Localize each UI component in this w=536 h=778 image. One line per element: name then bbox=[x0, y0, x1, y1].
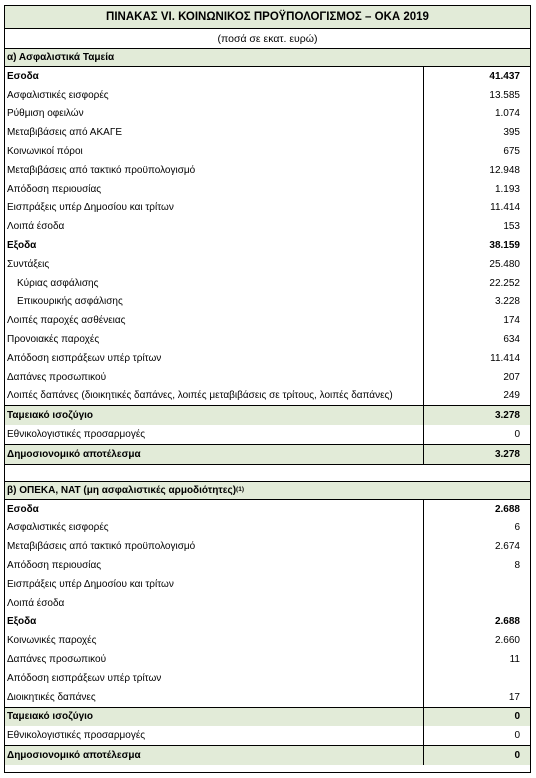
row-value: 2.688 bbox=[494, 503, 520, 515]
row-label: Εισπράξεις υπέρ Δημοσίου και τρίτων bbox=[5, 575, 424, 594]
row-label: Δημοσιονομικό αποτέλεσμα bbox=[5, 746, 424, 765]
row-value: 675 bbox=[503, 146, 520, 158]
table-row bbox=[5, 255, 530, 274]
row-label: Δαπάνες προσωπικού bbox=[5, 368, 424, 387]
row-label: Διοικητικές δαπάνες bbox=[5, 688, 424, 707]
row-label: Ρύθμιση οφειλών bbox=[5, 105, 424, 124]
row-value: 38.159 bbox=[489, 240, 520, 252]
row-value: 22.252 bbox=[489, 277, 520, 289]
row-value: 3.228 bbox=[494, 296, 520, 308]
row-value: 13.585 bbox=[489, 89, 520, 101]
table-row bbox=[5, 330, 530, 349]
row-label: Εισπράξεις υπέρ Δημοσίου και τρίτων bbox=[5, 199, 424, 218]
row-label: Εσοδα bbox=[5, 500, 424, 519]
row-value: 3.278 bbox=[494, 448, 520, 460]
row-value: 2.688 bbox=[494, 616, 520, 628]
row-value: 0 bbox=[514, 730, 520, 742]
row-label: Προνοιακές παροχές bbox=[5, 330, 424, 349]
table-row bbox=[5, 745, 530, 765]
row-label: Ταμειακό ισοζύγιο bbox=[5, 708, 424, 727]
row-label: Απόδοση περιουσίας bbox=[5, 556, 424, 575]
table-row bbox=[5, 236, 530, 255]
table-subtitle: (ποσά σε εκατ. ευρώ) bbox=[5, 29, 530, 49]
table-row bbox=[5, 217, 530, 236]
row-label: Ασφαλιστικές εισφορές bbox=[5, 86, 424, 105]
table-row bbox=[5, 161, 530, 180]
row-value: 17 bbox=[508, 691, 520, 703]
row-value: 2.674 bbox=[494, 541, 520, 553]
row-label: Κοινωνικές παροχές bbox=[5, 631, 424, 650]
row-value: 2.660 bbox=[494, 635, 520, 647]
row-label: Δημοσιονομικό αποτέλεσμα bbox=[5, 445, 424, 464]
row-label: Λοιπά έσοδα bbox=[5, 217, 424, 236]
section-spacer bbox=[5, 465, 530, 482]
row-value: 1.074 bbox=[494, 108, 520, 120]
row-value: 6 bbox=[514, 522, 520, 534]
row-label: Απόδοση περιουσίας bbox=[5, 180, 424, 199]
row-label: Μεταβιβάσεις από τακτικό προϋπολογισμό bbox=[5, 537, 424, 556]
row-label: Λοιπές δαπάνες (διοικητικές δαπάνες, λοιπές μεταβιβάσεις σε τρίτους, λοιπές δαπάνες) bbox=[5, 387, 424, 406]
table-row bbox=[5, 142, 530, 161]
table-row bbox=[5, 650, 530, 669]
table-row bbox=[5, 594, 530, 613]
table-row bbox=[5, 537, 530, 556]
row-value: 11.414 bbox=[490, 352, 520, 364]
row-label: Απόδοση εισπράξεων υπέρ τρίτων bbox=[5, 349, 424, 368]
table-row bbox=[5, 293, 530, 312]
table-row bbox=[5, 575, 530, 594]
row-label: Συντάξεις bbox=[5, 255, 424, 274]
row-value: 395 bbox=[503, 127, 520, 139]
table-row bbox=[5, 519, 530, 538]
row-value: 11.414 bbox=[490, 202, 520, 214]
table-row bbox=[5, 105, 530, 124]
row-label: Απόδοση εισπράξεων υπέρ τρίτων bbox=[5, 669, 424, 688]
row-label: Κοινωνικοί πόροι bbox=[5, 142, 424, 161]
table-row bbox=[5, 425, 530, 444]
table-row bbox=[5, 669, 530, 688]
row-value: 249 bbox=[503, 390, 520, 402]
row-value: 0 bbox=[514, 429, 520, 441]
table-row bbox=[5, 556, 530, 575]
table-row bbox=[5, 631, 530, 650]
table-row bbox=[5, 444, 530, 465]
row-label: Εσοδα bbox=[5, 67, 424, 86]
row-label: Μεταβιβάσεις από τακτικό προϋπολογισμό bbox=[5, 161, 424, 180]
row-value: 25.480 bbox=[489, 258, 520, 270]
section-a-body bbox=[5, 67, 530, 465]
table-row bbox=[5, 123, 530, 142]
table-row bbox=[5, 349, 530, 368]
social-budget-table bbox=[4, 5, 531, 773]
row-value: 1.193 bbox=[494, 183, 520, 195]
row-label: Εξοδα bbox=[5, 613, 424, 632]
table-row bbox=[5, 688, 530, 707]
row-value: 8 bbox=[514, 560, 520, 572]
table-row bbox=[5, 311, 530, 330]
section-b-title: β) ΟΠΕΚΑ, ΝΑΤ (μη ασφαλιστικές αρμοδιότητες) bbox=[7, 484, 237, 496]
section-b-heading bbox=[5, 482, 530, 500]
row-label: Ασφαλιστικές εισφορές bbox=[5, 519, 424, 538]
row-value: 41.437 bbox=[489, 70, 520, 82]
row-value bbox=[424, 575, 530, 594]
table-row bbox=[5, 726, 530, 745]
row-value: 11 bbox=[509, 654, 520, 665]
row-value: 174 bbox=[503, 315, 520, 327]
row-label: Εξοδα bbox=[5, 236, 424, 255]
row-value: 207 bbox=[503, 371, 520, 383]
row-label: Επικουρικής ασφάλισης bbox=[5, 293, 424, 312]
table-row bbox=[5, 67, 530, 86]
row-label: Εθνικολογιστικές προσαρμογές bbox=[5, 726, 424, 745]
row-label: Λοιπά έσοδα bbox=[5, 594, 424, 613]
table-row bbox=[5, 500, 530, 519]
row-value: 0 bbox=[514, 711, 520, 723]
table-row bbox=[5, 86, 530, 105]
table-row bbox=[5, 387, 530, 406]
table-row bbox=[5, 274, 530, 293]
table-row bbox=[5, 613, 530, 632]
table-row bbox=[5, 405, 530, 425]
row-label: Εθνικολογιστικές προσαρμογές bbox=[5, 425, 424, 444]
row-value: 0 bbox=[514, 749, 520, 761]
row-label: Λοιπές παροχές ασθένειας bbox=[5, 311, 424, 330]
row-label: Κύριας ασφάλισης bbox=[5, 274, 424, 293]
row-label: Δαπάνες προσωπικού bbox=[5, 650, 424, 669]
table-row bbox=[5, 180, 530, 199]
footnote-mark: (1) bbox=[236, 485, 244, 493]
row-label: Μεταβιβάσεις από ΑΚΑΓΕ bbox=[5, 123, 424, 142]
row-value: 153 bbox=[503, 221, 520, 233]
section-a-heading: α) Ασφαλιστικά Ταμεία bbox=[5, 49, 530, 67]
section-b-body bbox=[5, 500, 530, 765]
row-value: 3.278 bbox=[494, 410, 520, 422]
row-value: 12.948 bbox=[489, 164, 520, 176]
table-row bbox=[5, 707, 530, 727]
table-title: ΠΙΝΑΚΑΣ VI. ΚΟΙΝΩΝΙΚΟΣ ΠΡΟΫΠΟΛΟΓΙΣΜΟΣ – ΟΚΑ 2019 bbox=[5, 6, 530, 29]
table-row bbox=[5, 199, 530, 218]
row-value bbox=[424, 669, 530, 688]
table-row bbox=[5, 368, 530, 387]
row-value bbox=[424, 594, 530, 613]
row-label: Ταμειακό ισοζύγιο bbox=[5, 406, 424, 425]
row-value: 634 bbox=[503, 334, 520, 346]
